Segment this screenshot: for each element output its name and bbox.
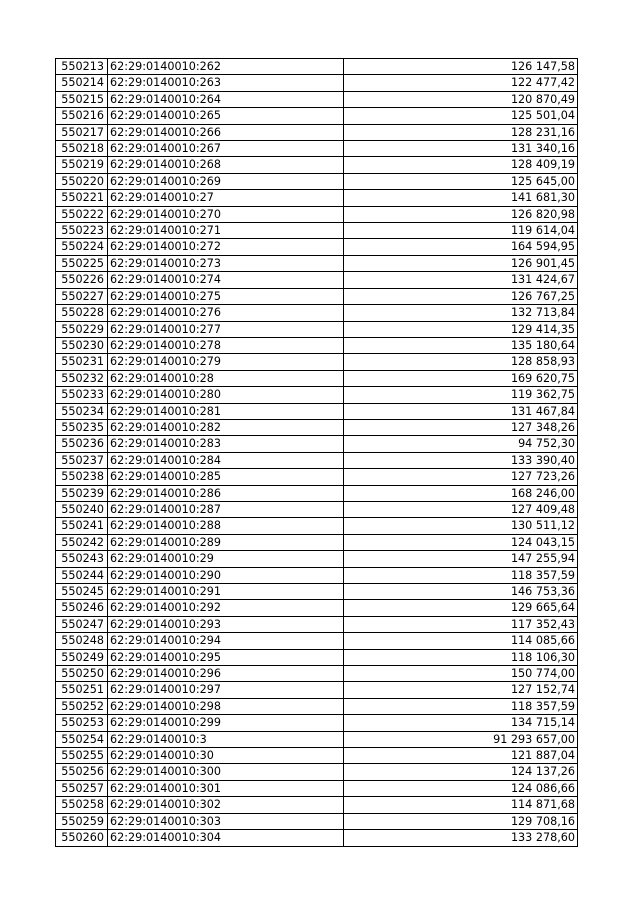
row-id-cell: 550232 — [56, 370, 108, 386]
table-row — [56, 452, 578, 468]
table-row — [56, 469, 578, 485]
row-id-cell: 550234 — [56, 403, 108, 419]
cadastral-number-cell: 62:29:0140010:267 — [108, 141, 344, 157]
cadastral-number-cell: 62:29:0140010:296 — [108, 666, 344, 682]
row-id-cell: 550254 — [56, 731, 108, 747]
table-row — [56, 190, 578, 206]
cadastral-number-cell: 62:29:0140010:268 — [108, 157, 344, 173]
cadastral-number-cell: 62:29:0140010:289 — [108, 534, 344, 550]
row-id-cell: 550215 — [56, 91, 108, 107]
table-row — [56, 272, 578, 288]
table-row — [56, 173, 578, 189]
value-cell: 122 477,42 — [344, 75, 578, 91]
row-id-cell: 550257 — [56, 780, 108, 796]
table-row — [56, 518, 578, 534]
cadastral-number-cell: 62:29:0140010:276 — [108, 305, 344, 321]
cadastral-number-cell: 62:29:0140010:271 — [108, 223, 344, 239]
cadastral-number-cell: 62:29:0140010:283 — [108, 436, 344, 452]
value-cell: 91 293 657,00 — [344, 731, 578, 747]
row-id-cell: 550229 — [56, 321, 108, 337]
row-id-cell: 550233 — [56, 387, 108, 403]
row-id-cell: 550223 — [56, 223, 108, 239]
row-id-cell: 550253 — [56, 715, 108, 731]
cadastral-number-cell: 62:29:0140010:270 — [108, 206, 344, 222]
table-row — [56, 600, 578, 616]
table-row — [56, 387, 578, 403]
cadastral-number-cell: 62:29:0140010:28 — [108, 370, 344, 386]
table-row — [56, 223, 578, 239]
value-cell: 129 708,16 — [344, 813, 578, 829]
table-row — [56, 584, 578, 600]
table-row — [56, 567, 578, 583]
table-row — [56, 305, 578, 321]
value-cell: 126 147,58 — [344, 59, 578, 75]
cadastral-number-cell: 62:29:0140010:264 — [108, 91, 344, 107]
value-cell: 124 086,66 — [344, 780, 578, 796]
table-row — [56, 682, 578, 698]
row-id-cell: 550235 — [56, 419, 108, 435]
table-row — [56, 764, 578, 780]
cadastral-number-cell: 62:29:0140010:30 — [108, 748, 344, 764]
row-id-cell: 550245 — [56, 584, 108, 600]
table-row — [56, 59, 578, 75]
value-cell: 133 278,60 — [344, 830, 578, 846]
value-cell: 146 753,36 — [344, 584, 578, 600]
cadastral-number-cell: 62:29:0140010:272 — [108, 239, 344, 255]
cadastral-number-cell: 62:29:0140010:301 — [108, 780, 344, 796]
table-row — [56, 157, 578, 173]
table-row — [56, 797, 578, 813]
table-row — [56, 715, 578, 731]
cadastral-number-cell: 62:29:0140010:275 — [108, 288, 344, 304]
row-id-cell: 550222 — [56, 206, 108, 222]
cadastral-number-cell: 62:29:0140010:273 — [108, 255, 344, 271]
value-cell: 124 137,26 — [344, 764, 578, 780]
cadastral-number-cell: 62:29:0140010:274 — [108, 272, 344, 288]
row-id-cell: 550230 — [56, 337, 108, 353]
row-id-cell: 550231 — [56, 354, 108, 370]
cadastral-number-cell: 62:29:0140010:297 — [108, 682, 344, 698]
value-cell: 118 357,59 — [344, 567, 578, 583]
cadastral-number-cell: 62:29:0140010:292 — [108, 600, 344, 616]
value-cell: 131 467,84 — [344, 403, 578, 419]
row-id-cell: 550246 — [56, 600, 108, 616]
cadastral-number-cell: 62:29:0140010:282 — [108, 419, 344, 435]
value-cell: 126 767,25 — [344, 288, 578, 304]
row-id-cell: 550255 — [56, 748, 108, 764]
value-cell: 119 362,75 — [344, 387, 578, 403]
table-row — [56, 321, 578, 337]
table-row — [56, 403, 578, 419]
table-row — [56, 255, 578, 271]
table-row — [56, 354, 578, 370]
table-body — [56, 59, 578, 847]
value-cell: 129 414,35 — [344, 321, 578, 337]
table-row — [56, 370, 578, 386]
cadastral-number-cell: 62:29:0140010:284 — [108, 452, 344, 468]
value-cell: 164 594,95 — [344, 239, 578, 255]
value-cell: 168 246,00 — [344, 485, 578, 501]
value-cell: 94 752,30 — [344, 436, 578, 452]
value-cell: 131 424,67 — [344, 272, 578, 288]
table-row — [56, 436, 578, 452]
cadastral-number-cell: 62:29:0140010:293 — [108, 616, 344, 632]
cadastral-number-cell: 62:29:0140010:288 — [108, 518, 344, 534]
cadastral-number-cell: 62:29:0140010:263 — [108, 75, 344, 91]
row-id-cell: 550242 — [56, 534, 108, 550]
table-row — [56, 830, 578, 846]
table-row — [56, 75, 578, 91]
value-cell: 114 085,66 — [344, 633, 578, 649]
value-cell: 125 645,00 — [344, 173, 578, 189]
value-cell: 126 901,45 — [344, 255, 578, 271]
table-row — [56, 239, 578, 255]
value-cell: 147 255,94 — [344, 551, 578, 567]
row-id-cell: 550226 — [56, 272, 108, 288]
value-cell: 127 723,26 — [344, 469, 578, 485]
cadastral-number-cell: 62:29:0140010:303 — [108, 813, 344, 829]
row-id-cell: 550214 — [56, 75, 108, 91]
cadastral-number-cell: 62:29:0140010:29 — [108, 551, 344, 567]
value-cell: 128 409,19 — [344, 157, 578, 173]
cadastral-number-cell: 62:29:0140010:279 — [108, 354, 344, 370]
cadastral-number-cell: 62:29:0140010:294 — [108, 633, 344, 649]
table-row — [56, 731, 578, 747]
value-cell: 117 352,43 — [344, 616, 578, 632]
cadastral-number-cell: 62:29:0140010:265 — [108, 108, 344, 124]
table-row — [56, 780, 578, 796]
cadastral-number-cell: 62:29:0140010:287 — [108, 501, 344, 517]
cadastral-number-cell: 62:29:0140010:27 — [108, 190, 344, 206]
row-id-cell: 550218 — [56, 141, 108, 157]
row-id-cell: 550227 — [56, 288, 108, 304]
row-id-cell: 550249 — [56, 649, 108, 665]
table-row — [56, 534, 578, 550]
value-cell: 127 152,74 — [344, 682, 578, 698]
cadastral-number-cell: 62:29:0140010:299 — [108, 715, 344, 731]
cadastral-number-cell: 62:29:0140010:3 — [108, 731, 344, 747]
value-cell: 131 340,16 — [344, 141, 578, 157]
row-id-cell: 550240 — [56, 501, 108, 517]
row-id-cell: 550250 — [56, 666, 108, 682]
row-id-cell: 550247 — [56, 616, 108, 632]
cadastral-value-table — [55, 58, 578, 847]
cadastral-number-cell: 62:29:0140010:269 — [108, 173, 344, 189]
table-row — [56, 91, 578, 107]
value-cell: 141 681,30 — [344, 190, 578, 206]
table-row — [56, 501, 578, 517]
row-id-cell: 550259 — [56, 813, 108, 829]
value-cell: 150 774,00 — [344, 666, 578, 682]
value-cell: 126 820,98 — [344, 206, 578, 222]
cadastral-number-cell: 62:29:0140010:304 — [108, 830, 344, 846]
cadastral-number-cell: 62:29:0140010:302 — [108, 797, 344, 813]
table-row — [56, 748, 578, 764]
cadastral-number-cell: 62:29:0140010:277 — [108, 321, 344, 337]
table-row — [56, 813, 578, 829]
table-row — [56, 551, 578, 567]
value-cell: 114 871,68 — [344, 797, 578, 813]
value-cell: 124 043,15 — [344, 534, 578, 550]
cadastral-number-cell: 62:29:0140010:290 — [108, 567, 344, 583]
value-cell: 120 870,49 — [344, 91, 578, 107]
cadastral-number-cell: 62:29:0140010:285 — [108, 469, 344, 485]
row-id-cell: 550238 — [56, 469, 108, 485]
row-id-cell: 550213 — [56, 59, 108, 75]
value-cell: 128 231,16 — [344, 124, 578, 140]
row-id-cell: 550237 — [56, 452, 108, 468]
row-id-cell: 550220 — [56, 173, 108, 189]
value-cell: 134 715,14 — [344, 715, 578, 731]
value-cell: 118 106,30 — [344, 649, 578, 665]
cadastral-number-cell: 62:29:0140010:278 — [108, 337, 344, 353]
table-row — [56, 633, 578, 649]
table-row — [56, 419, 578, 435]
table-row — [56, 206, 578, 222]
value-cell: 135 180,64 — [344, 337, 578, 353]
table-row — [56, 108, 578, 124]
cadastral-number-cell: 62:29:0140010:298 — [108, 698, 344, 714]
table-row — [56, 141, 578, 157]
row-id-cell: 550216 — [56, 108, 108, 124]
row-id-cell: 550260 — [56, 830, 108, 846]
table-row — [56, 337, 578, 353]
row-id-cell: 550221 — [56, 190, 108, 206]
table-row — [56, 616, 578, 632]
row-id-cell: 550252 — [56, 698, 108, 714]
row-id-cell: 550224 — [56, 239, 108, 255]
cadastral-number-cell: 62:29:0140010:280 — [108, 387, 344, 403]
cadastral-number-cell: 62:29:0140010:262 — [108, 59, 344, 75]
cadastral-number-cell: 62:29:0140010:266 — [108, 124, 344, 140]
value-cell: 128 858,93 — [344, 354, 578, 370]
table-row — [56, 485, 578, 501]
row-id-cell: 550243 — [56, 551, 108, 567]
row-id-cell: 550217 — [56, 124, 108, 140]
row-id-cell: 550244 — [56, 567, 108, 583]
value-cell: 127 409,48 — [344, 501, 578, 517]
row-id-cell: 550248 — [56, 633, 108, 649]
value-cell: 129 665,64 — [344, 600, 578, 616]
value-cell: 169 620,75 — [344, 370, 578, 386]
table-row — [56, 288, 578, 304]
cadastral-number-cell: 62:29:0140010:286 — [108, 485, 344, 501]
row-id-cell: 550241 — [56, 518, 108, 534]
value-cell: 125 501,04 — [344, 108, 578, 124]
table-row — [56, 698, 578, 714]
value-cell: 127 348,26 — [344, 419, 578, 435]
row-id-cell: 550256 — [56, 764, 108, 780]
row-id-cell: 550228 — [56, 305, 108, 321]
value-cell: 118 357,59 — [344, 698, 578, 714]
row-id-cell: 550258 — [56, 797, 108, 813]
row-id-cell: 550239 — [56, 485, 108, 501]
value-cell: 133 390,40 — [344, 452, 578, 468]
cadastral-number-cell: 62:29:0140010:291 — [108, 584, 344, 600]
row-id-cell: 550219 — [56, 157, 108, 173]
cadastral-number-cell: 62:29:0140010:295 — [108, 649, 344, 665]
value-cell: 121 887,04 — [344, 748, 578, 764]
row-id-cell: 550225 — [56, 255, 108, 271]
table-row — [56, 649, 578, 665]
cadastral-number-cell: 62:29:0140010:281 — [108, 403, 344, 419]
cadastral-number-cell: 62:29:0140010:300 — [108, 764, 344, 780]
table-row — [56, 124, 578, 140]
row-id-cell: 550236 — [56, 436, 108, 452]
value-cell: 132 713,84 — [344, 305, 578, 321]
table-row — [56, 666, 578, 682]
value-cell: 119 614,04 — [344, 223, 578, 239]
row-id-cell: 550251 — [56, 682, 108, 698]
value-cell: 130 511,12 — [344, 518, 578, 534]
